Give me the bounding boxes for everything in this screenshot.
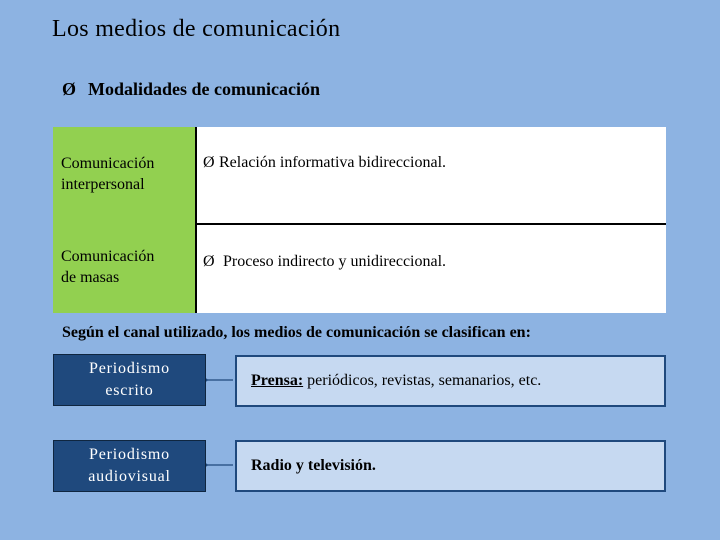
modality-label-masas <box>53 224 195 313</box>
media-type-line: Periodismo <box>89 446 170 463</box>
section-heading-text: Modalidades de comunicación <box>88 79 321 99</box>
media-detail-bold: Prensa: <box>251 372 304 389</box>
modality-label-interpersonal <box>53 127 195 224</box>
media-type-audiovisual <box>53 440 206 492</box>
page-title: Los medios de comunicación <box>52 16 341 42</box>
table-divider-horizontal <box>195 223 666 225</box>
media-type-line: escrito <box>105 382 154 399</box>
modality-label-line: Comunicación <box>61 155 155 172</box>
media-detail-text: periódicos, revistas, semanarios, etc. <box>303 372 542 389</box>
modality-description-interpersonal <box>203 154 446 172</box>
classification-text: Según el canal utilizado, los medios de comunicación se clasifican en: <box>62 324 531 341</box>
media-type-line: audiovisual <box>88 468 171 485</box>
table-divider-vertical <box>195 127 197 313</box>
media-detail-bold: Radio y televisión. <box>251 457 376 474</box>
modality-description-text: Relación informativa bidireccional. <box>219 154 447 171</box>
modality-label-line: interpersonal <box>61 176 145 193</box>
arrowhead-bullet-icon: Ø <box>203 253 215 270</box>
arrow-connector-icon <box>206 459 235 471</box>
modality-description-text: Proceso indirecto y unidireccional. <box>223 253 447 270</box>
media-type-escrito <box>53 354 206 406</box>
modality-description-masas <box>203 253 446 271</box>
media-detail-radio-tv <box>235 440 666 492</box>
section-heading <box>62 79 320 100</box>
arrowhead-bullet-icon: Ø <box>62 79 77 99</box>
modality-label-line: Comunicación <box>61 248 155 265</box>
media-detail-prensa <box>235 355 666 407</box>
modality-label-line: de masas <box>61 269 120 286</box>
modalities-table <box>53 127 666 313</box>
arrowhead-bullet-icon: Ø <box>203 154 215 171</box>
media-type-line: Periodismo <box>89 360 170 377</box>
arrow-connector-icon <box>206 374 235 386</box>
